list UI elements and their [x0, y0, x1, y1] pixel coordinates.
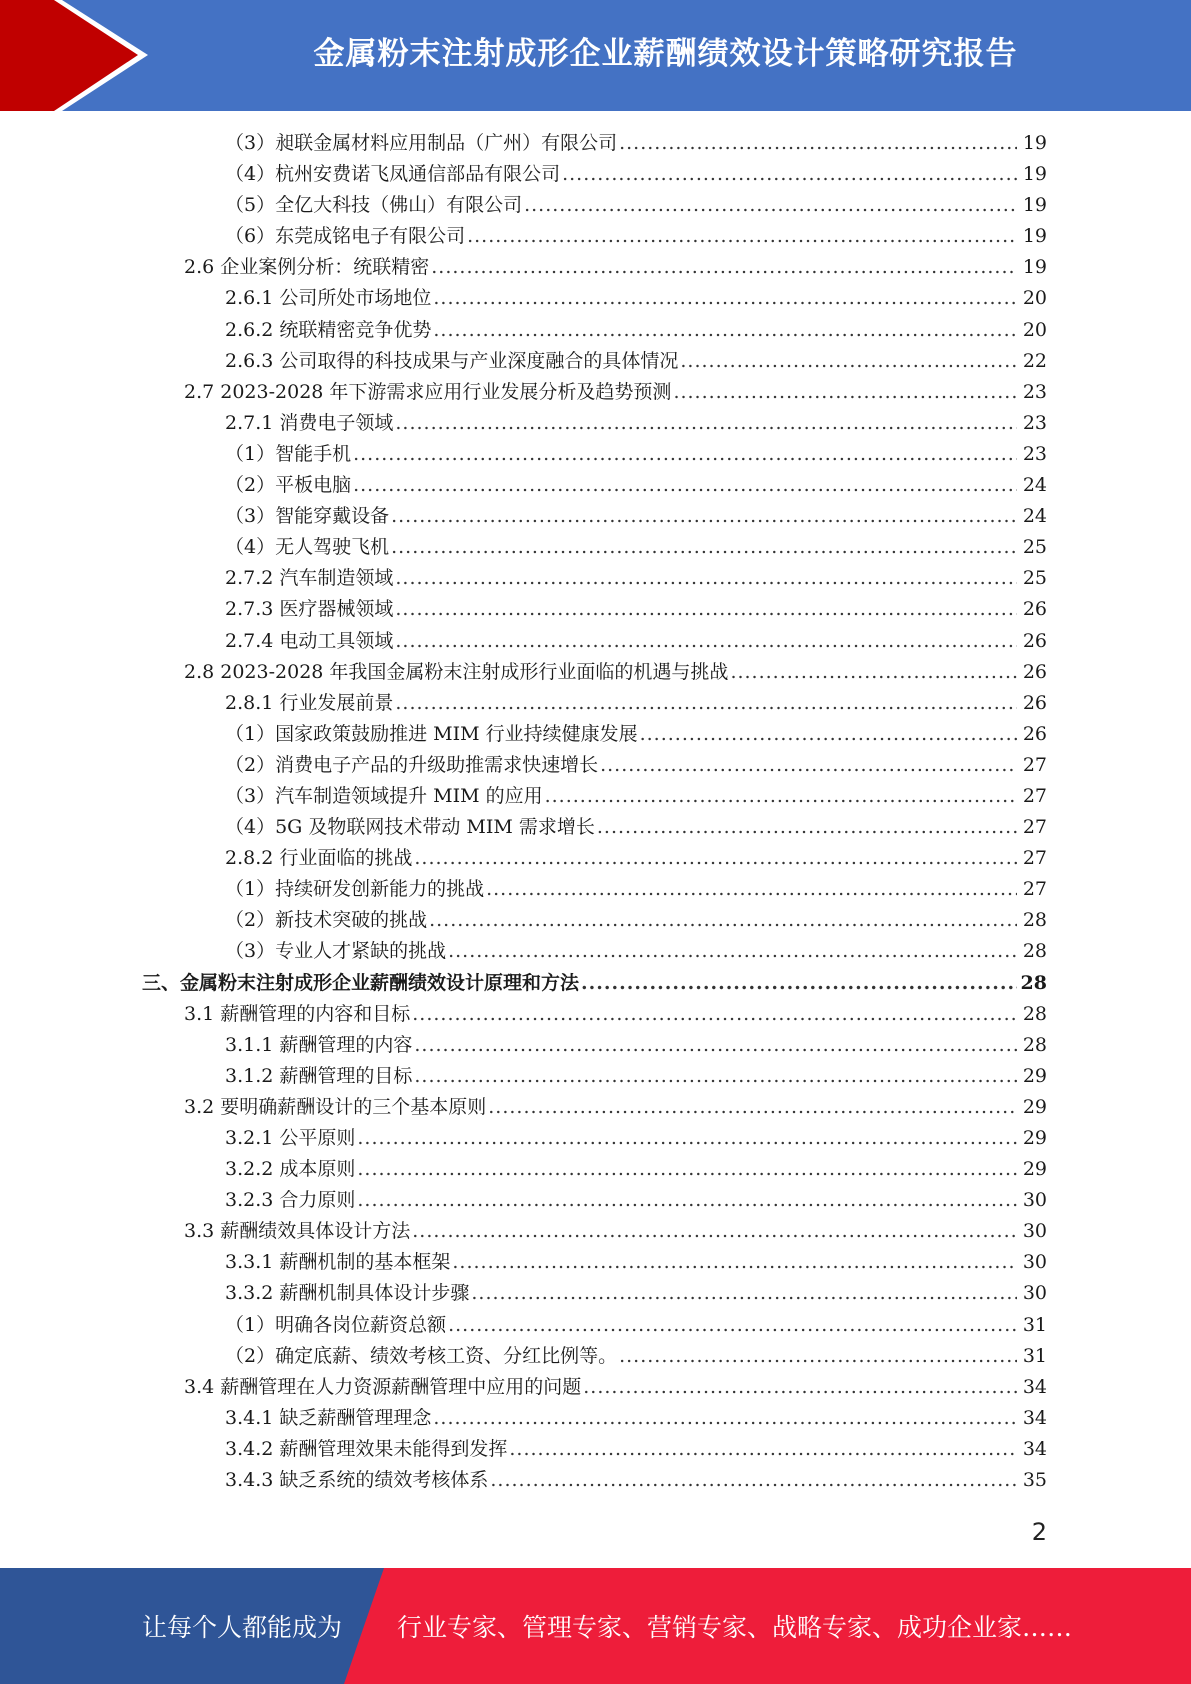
toc-entry[interactable] — [0, 190, 1047, 221]
toc-dot-leader — [597, 812, 1017, 843]
toc-entry-page: 30 — [1022, 1282, 1047, 1305]
toc-entry-label: （3）专业人才紧缺的挑战 — [225, 940, 447, 963]
toc-entry[interactable] — [0, 1372, 1047, 1403]
toc-entry-label: 3.2.3 合力原则 — [225, 1189, 356, 1212]
toc-dot-leader — [433, 1403, 1017, 1434]
toc-dot-leader — [412, 999, 1017, 1030]
toc-entry-page: 31 — [1022, 1344, 1047, 1367]
toc-entry-label: 2.8.1 行业发展前景 — [225, 691, 394, 714]
toc-entry[interactable] — [0, 874, 1047, 905]
header-arrow-decoration — [0, 0, 160, 111]
toc-entry[interactable] — [0, 128, 1047, 159]
toc-entry-page: 29 — [1022, 1095, 1047, 1118]
toc-entry-label: 3.1 薪酬管理的内容和目标 — [184, 1002, 411, 1025]
toc-dot-leader — [395, 563, 1017, 594]
toc-dot-leader — [431, 252, 1017, 283]
toc-entry-page: 22 — [1022, 349, 1047, 372]
toc-entry-page: 30 — [1022, 1189, 1047, 1212]
toc-entry-page: 34 — [1022, 1437, 1047, 1460]
toc-dot-leader — [524, 190, 1017, 221]
toc-entry[interactable] — [0, 377, 1047, 408]
toc-entry[interactable] — [0, 1341, 1047, 1372]
toc-dot-leader — [640, 719, 1017, 750]
toc-dot-leader — [619, 128, 1017, 159]
toc-entry-label: 3.4.2 薪酬管理效果未能得到发挥 — [225, 1437, 508, 1460]
toc-entry-label: 2.7.2 汽车制造领域 — [225, 567, 394, 590]
toc-entry-page: 26 — [1022, 598, 1047, 621]
toc-entry-page: 23 — [1022, 380, 1047, 403]
toc-entry-page: 25 — [1022, 536, 1047, 559]
toc-entry-page: 27 — [1022, 753, 1047, 776]
toc-entry-page: 27 — [1022, 847, 1047, 870]
toc-dot-leader — [357, 1185, 1017, 1216]
toc-entry[interactable] — [0, 346, 1047, 377]
toc-entry-label: （3）汽车制造领域提升 MIM 的应用 — [225, 784, 543, 807]
toc-dot-leader — [486, 874, 1017, 905]
toc-entry-label: （2）新技术突破的挑战 — [225, 909, 428, 932]
toc-dot-leader — [433, 283, 1017, 314]
toc-entry-page: 19 — [1022, 132, 1047, 154]
toc-entry-page: 19 — [1022, 256, 1047, 279]
toc-dot-leader — [357, 1123, 1017, 1154]
toc-entry-label: （5）全亿大科技（佛山）有限公司 — [225, 194, 523, 217]
page-footer — [0, 1568, 1191, 1684]
toc-entry-label: 2.7 2023-2028 年下游需求应用行业发展分析及趋势预测 — [184, 380, 672, 403]
toc-dot-leader — [452, 1247, 1017, 1278]
toc-entry[interactable] — [0, 470, 1047, 501]
toc-entry[interactable] — [0, 408, 1047, 439]
toc-entry-label: 3.3.2 薪酬机制具体设计步骤 — [225, 1282, 470, 1305]
toc-dot-leader — [353, 439, 1017, 470]
toc-entry-page: 30 — [1022, 1220, 1047, 1243]
toc-dot-leader — [395, 408, 1017, 439]
toc-entry[interactable] — [0, 968, 1047, 999]
toc-entry[interactable] — [0, 1403, 1047, 1434]
toc-dot-leader — [600, 750, 1017, 781]
toc-entry-page: 28 — [1022, 1002, 1047, 1025]
page-header — [0, 0, 1191, 111]
toc-entry-label: 3.4.1 缺乏薪酬管理理念 — [225, 1406, 432, 1429]
toc-entry[interactable] — [0, 657, 1047, 688]
toc-entry-page: 30 — [1022, 1251, 1047, 1274]
toc-entry-label: 3.4.3 缺乏系统的绩效考核体系 — [225, 1469, 489, 1492]
toc-entry-label: 2.6.3 公司取得的科技成果与产业深度融合的具体情况 — [225, 349, 679, 372]
toc-entry-page: 31 — [1022, 1313, 1047, 1336]
toc-dot-leader — [391, 501, 1017, 532]
toc-entry-page: 27 — [1022, 784, 1047, 807]
toc-entry-label: （2）消费电子产品的升级助推需求快速增长 — [225, 753, 599, 776]
toc-entry[interactable] — [0, 532, 1047, 563]
toc-entry[interactable] — [0, 501, 1047, 532]
toc-dot-leader — [429, 905, 1017, 936]
toc-entry-label: （3）昶联金属材料应用制品（广州）有限公司 — [225, 132, 618, 154]
toc-dot-leader — [673, 377, 1017, 408]
toc-dot-leader — [395, 594, 1017, 625]
toc-entry-label: 2.7.4 电动工具领域 — [225, 629, 394, 652]
toc-entry-label: 2.8.2 行业面临的挑战 — [225, 847, 413, 870]
toc-entry-label: （1）智能手机 — [225, 442, 352, 465]
toc-entry[interactable] — [0, 1465, 1047, 1496]
toc-entry[interactable] — [0, 750, 1047, 781]
toc-entry-page: 29 — [1022, 1127, 1047, 1149]
toc-entry-label: 2.8 2023-2028 年我国金属粉末注射成形行业面临的机遇与挑战 — [184, 660, 729, 683]
toc-dot-leader — [509, 1434, 1017, 1465]
toc-dot-leader — [414, 1061, 1017, 1092]
toc-entry-page: 34 — [1022, 1375, 1047, 1398]
toc-entry-page: 19 — [1022, 194, 1047, 217]
toc-entry[interactable] — [0, 719, 1047, 750]
toc-entry-label: 3.3.1 薪酬机制的基本框架 — [225, 1251, 451, 1274]
toc-entry-page: 35 — [1022, 1469, 1047, 1492]
toc-entry[interactable] — [0, 1278, 1047, 1309]
toc-entry[interactable] — [0, 688, 1047, 719]
toc-entry[interactable] — [0, 843, 1047, 874]
toc-entry-page: 29 — [1022, 1064, 1047, 1087]
toc-dot-leader — [391, 532, 1017, 563]
toc-entry[interactable] — [0, 1061, 1047, 1092]
toc-entry-label: （4）5G 及物联网技术带动 MIM 需求增长 — [225, 816, 595, 839]
toc-entry[interactable] — [0, 283, 1047, 314]
toc-entry[interactable] — [0, 221, 1047, 252]
toc-entry-page: 19 — [1022, 225, 1047, 248]
toc-entry-label: 2.6 企业案例分析：统联精密 — [184, 256, 430, 279]
toc-entry[interactable] — [0, 812, 1047, 843]
toc-entry-page: 27 — [1022, 816, 1047, 839]
toc-entry-page: 26 — [1022, 722, 1047, 745]
toc-entry-page: 20 — [1022, 287, 1047, 310]
toc-dot-leader — [412, 1216, 1017, 1247]
toc-entry-label: 2.6.2 统联精密竞争优势 — [225, 318, 432, 341]
toc-dot-leader — [448, 936, 1017, 967]
footer-slogan-left: 让每个人都能成为 — [142, 1613, 343, 1642]
toc-dot-leader — [680, 346, 1017, 377]
toc-dot-leader — [619, 1341, 1017, 1372]
toc-entry[interactable] — [0, 1216, 1047, 1247]
toc-entry-page: 26 — [1022, 660, 1047, 683]
toc-entry[interactable] — [0, 626, 1047, 657]
toc-entry-page: 28 — [1022, 940, 1047, 963]
toc-entry-label: （2）确定底薪、绩效考核工资、分红比例等。 — [225, 1344, 618, 1367]
report-title: 金属粉末注射成形企业薪酬绩效设计策略研究报告 — [313, 35, 1018, 72]
toc-entry-label: 2.7.1 消费电子领域 — [225, 411, 394, 434]
toc-entry-page: 24 — [1022, 474, 1047, 497]
toc-entry-page: 20 — [1022, 318, 1047, 341]
toc-entry-label: 3.1.1 薪酬管理的内容 — [225, 1033, 413, 1056]
toc-dot-leader — [471, 1278, 1017, 1309]
toc-entry-label: 3.1.2 薪酬管理的目标 — [225, 1064, 413, 1087]
toc-dot-leader — [414, 1030, 1017, 1061]
toc-entry-page: 28 — [1022, 909, 1047, 932]
toc-entry-page: 26 — [1022, 691, 1047, 714]
toc-dot-leader — [467, 221, 1017, 252]
toc-dot-leader — [353, 470, 1017, 501]
toc-entry[interactable] — [0, 1247, 1047, 1278]
toc-entry-page: 28 — [1020, 971, 1047, 994]
page-number: 2 — [1031, 1518, 1047, 1546]
toc-entry-page: 25 — [1022, 567, 1047, 590]
toc-entry[interactable] — [0, 1185, 1047, 1216]
toc-entry[interactable] — [0, 1310, 1047, 1341]
toc-entry-page: 28 — [1022, 1033, 1047, 1056]
toc-dot-leader — [545, 781, 1017, 812]
toc-entry-label: （1）明确各岗位薪资总额 — [225, 1313, 447, 1336]
toc-dot-leader — [395, 626, 1017, 657]
toc-entry-page: 23 — [1022, 442, 1047, 465]
toc-dot-leader — [583, 1372, 1017, 1403]
toc-dot-leader — [490, 1465, 1017, 1496]
toc-entry-label: （2）平板电脑 — [225, 474, 352, 497]
toc-entry-label: （1）持续研发创新能力的挑战 — [225, 878, 485, 901]
toc-entry[interactable] — [0, 999, 1047, 1030]
toc-entry-page: 23 — [1022, 411, 1047, 434]
toc-dot-leader — [357, 1154, 1017, 1185]
toc-entry[interactable] — [0, 439, 1047, 470]
toc-entry-label: （3）智能穿戴设备 — [225, 505, 390, 528]
toc-entry-label: 2.6.1 公司所处市场地位 — [225, 287, 432, 310]
toc-dot-leader — [488, 1092, 1017, 1123]
toc-entry-label: 3.2 要明确薪酬设计的三个基本原则 — [184, 1095, 487, 1118]
table-of-contents — [0, 128, 1191, 1496]
toc-entry-label: （6）东莞成铭电子有限公司 — [225, 225, 466, 248]
toc-entry[interactable] — [0, 315, 1047, 346]
toc-entry-label: （1）国家政策鼓励推进 MIM 行业持续健康发展 — [225, 722, 638, 745]
toc-dot-leader — [448, 1310, 1017, 1341]
toc-entry[interactable] — [0, 936, 1047, 967]
toc-entry-label: （4）杭州安费诺飞凤通信部品有限公司 — [225, 163, 561, 186]
toc-entry[interactable] — [0, 1092, 1047, 1123]
toc-entry-label: 3.4 薪酬管理在人力资源薪酬管理中应用的问题 — [184, 1375, 582, 1398]
toc-entry-label: 三、金属粉末注射成形企业薪酬绩效设计原理和方法 — [142, 971, 580, 994]
toc-entry[interactable] — [0, 159, 1047, 190]
toc-entry[interactable] — [0, 563, 1047, 594]
toc-entry-page: 19 — [1022, 163, 1047, 186]
toc-entry-page: 29 — [1022, 1158, 1047, 1181]
toc-dot-leader — [414, 843, 1017, 874]
toc-entry-page: 26 — [1022, 629, 1047, 652]
toc-entry[interactable] — [0, 1154, 1047, 1185]
toc-dot-leader — [433, 315, 1017, 346]
toc-dot-leader — [730, 657, 1017, 688]
toc-entry[interactable] — [0, 905, 1047, 936]
toc-entry[interactable] — [0, 781, 1047, 812]
toc-entry-label: 2.7.3 医疗器械领域 — [225, 598, 394, 621]
toc-entry[interactable] — [0, 1123, 1047, 1154]
toc-entry-label: （4）无人驾驶飞机 — [225, 536, 390, 559]
toc-entry[interactable] — [0, 252, 1047, 283]
toc-entry[interactable] — [0, 1030, 1047, 1061]
toc-dot-leader — [395, 688, 1017, 719]
toc-entry-page: 34 — [1022, 1406, 1047, 1429]
toc-entry-label: 3.3 薪酬绩效具体设计方法 — [184, 1220, 411, 1243]
toc-entry-label: 3.2.1 公平原则 — [225, 1127, 356, 1149]
toc-entry-page: 27 — [1022, 878, 1047, 901]
toc-entry[interactable] — [0, 1434, 1047, 1465]
toc-entry[interactable] — [0, 594, 1047, 625]
footer-slogan-right: 行业专家、管理专家、营销专家、战略专家、成功企业家…… — [397, 1613, 1073, 1642]
toc-dot-leader — [581, 968, 1017, 999]
toc-entry-label: 3.2.2 成本原则 — [225, 1158, 356, 1181]
toc-entry-page: 24 — [1022, 505, 1047, 528]
toc-dot-leader — [562, 159, 1017, 190]
